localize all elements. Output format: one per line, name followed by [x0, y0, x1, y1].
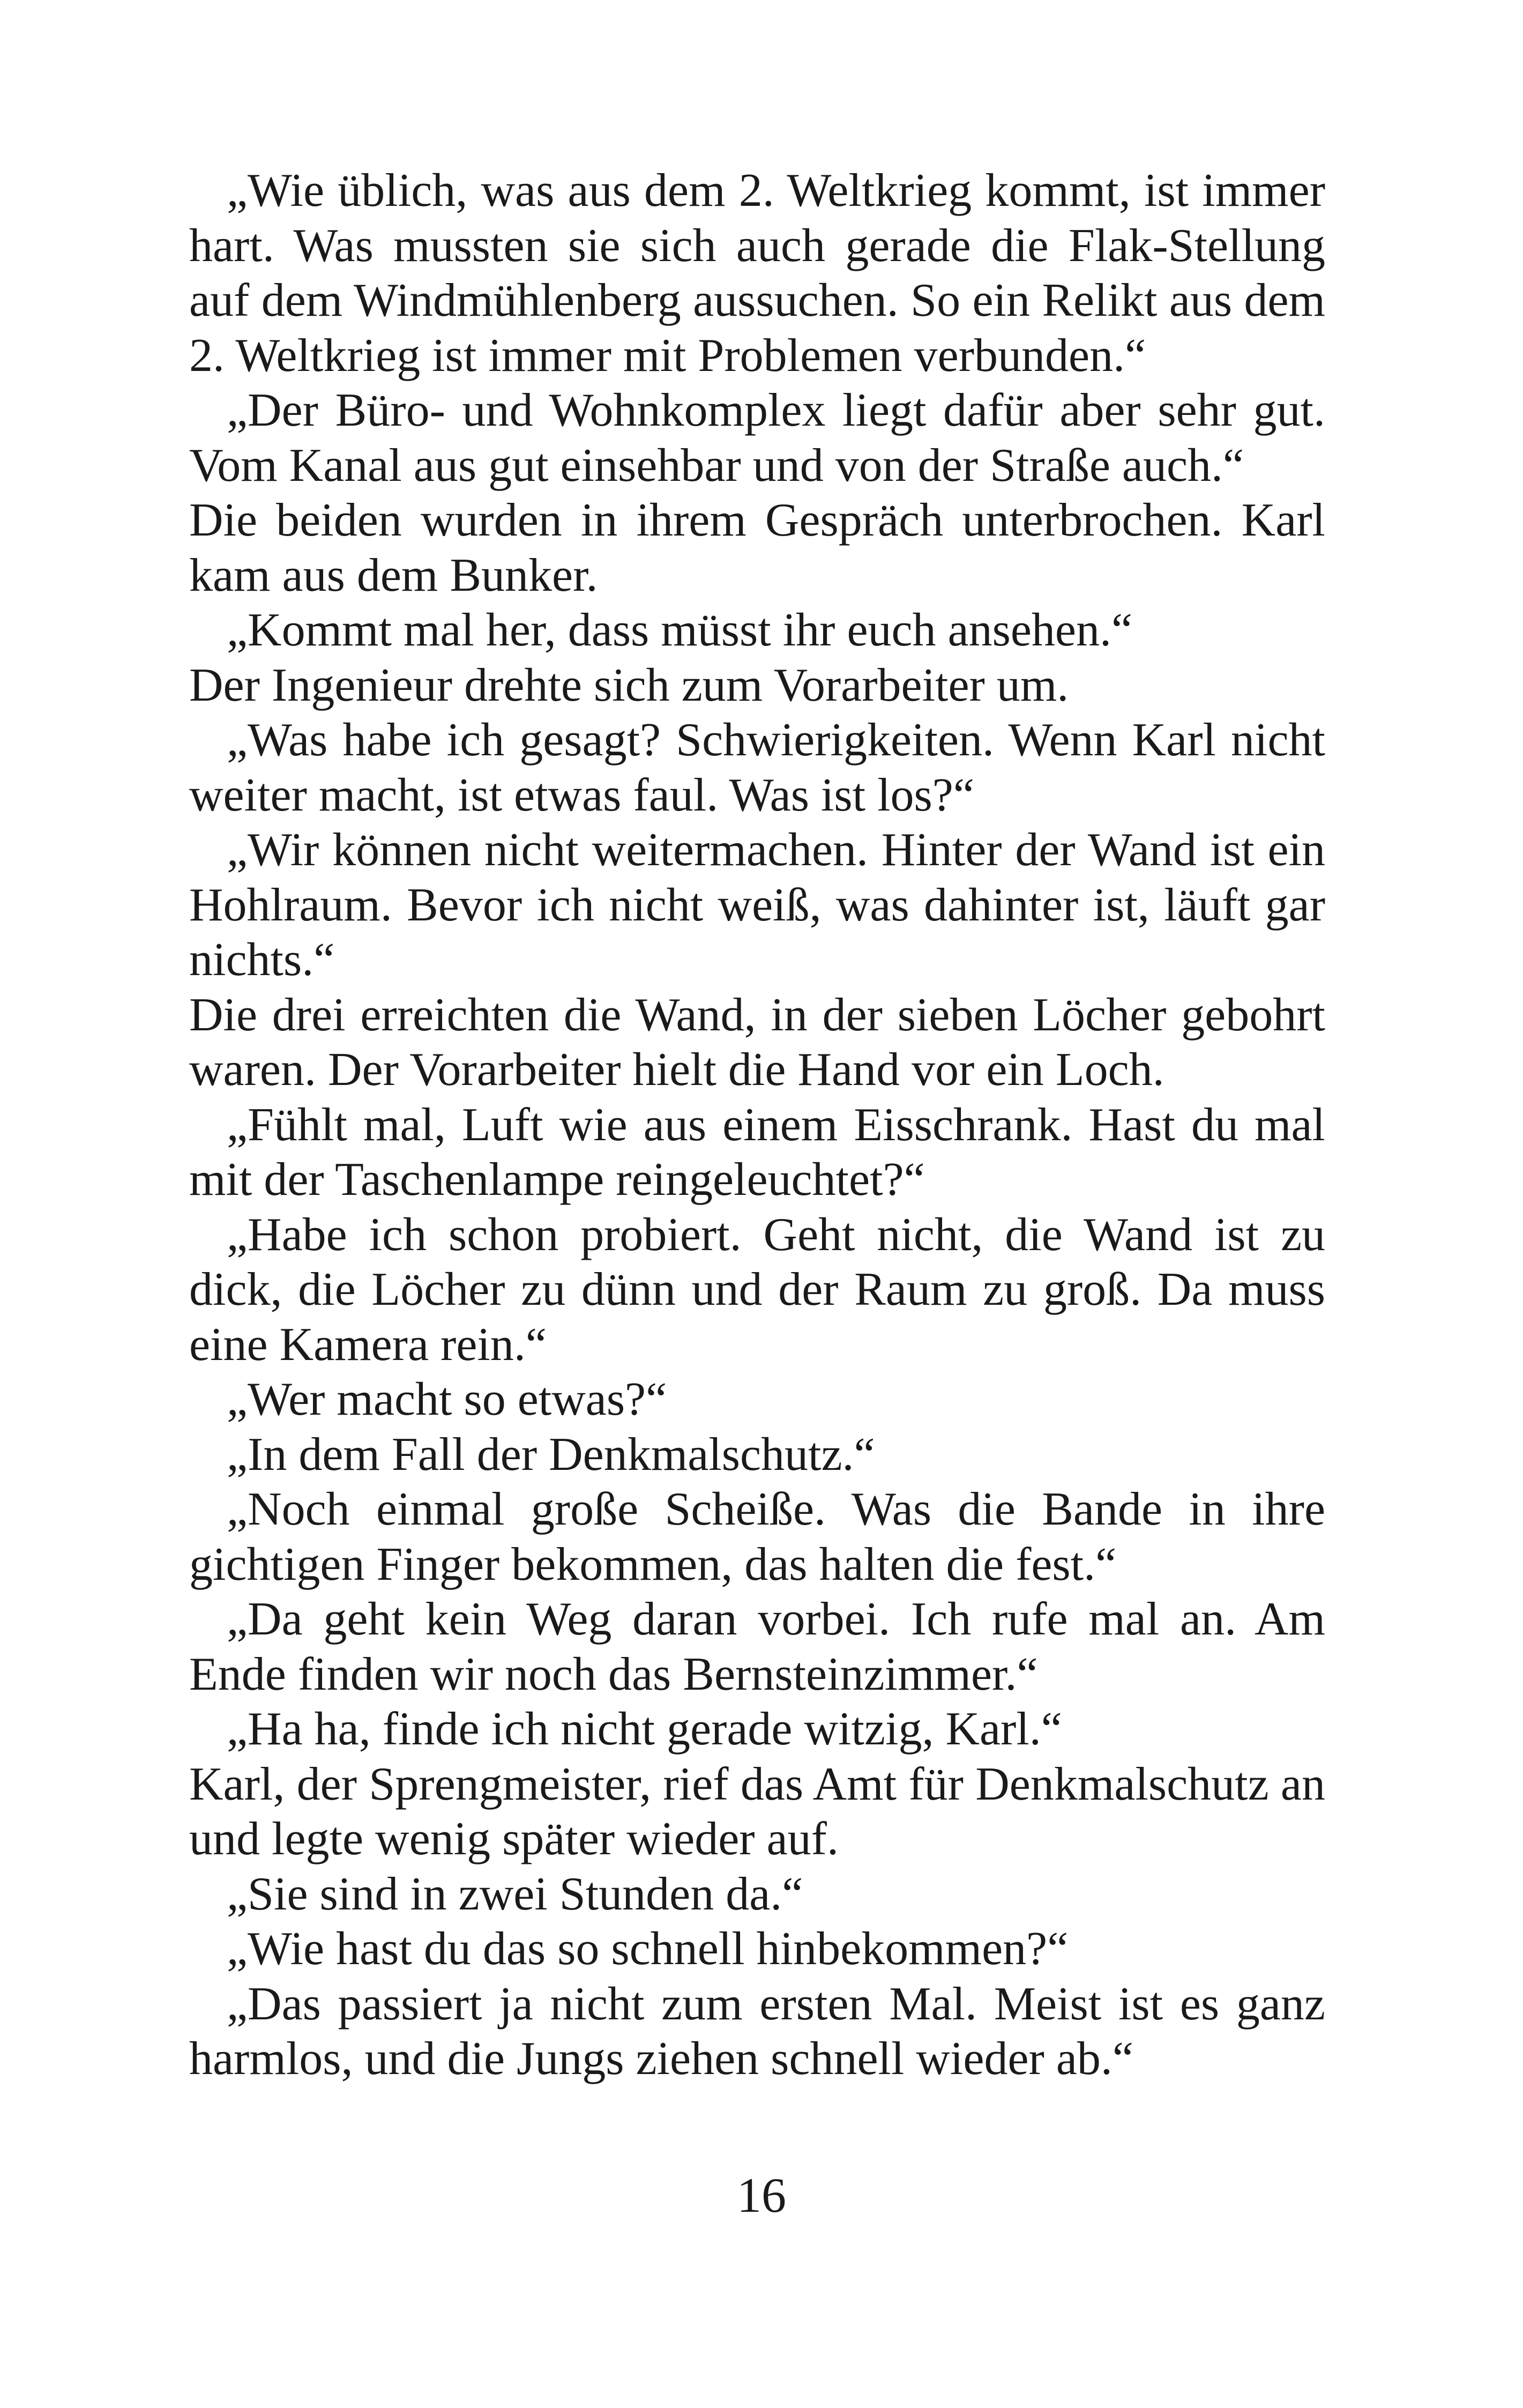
- paragraph: „Wie üblich, was aus dem 2. Weltkrieg kommt, ist immer hart. Was mussten sie sich auch gerade die Flak-Stellung auf dem Windmühlenberg aussuchen. So ein Relikt aus dem 2. Weltkrieg ist immer mit Problemen verbunden.“: [189, 165, 1325, 382]
- paragraph: Karl, der Sprengmeister, rief das Amt für Denkmalschutz an und legte wenig später wieder auf.: [189, 1758, 1325, 1865]
- body-text: [189, 163, 1325, 2087]
- paragraph: „In dem Fall der Denkmalschutz.“: [227, 1428, 875, 1481]
- paragraph: „Der Büro- und Wohnkomplex liegt dafür aber sehr gut. Vom Kanal aus gut einsehbar und von der Straße auch.“: [189, 384, 1325, 492]
- paragraph: „Ha ha, finde ich nicht gerade witzig, Karl.“: [227, 1703, 1062, 1755]
- paragraph: „Kommt mal her, dass müsst ihr euch ansehen.“: [227, 604, 1133, 656]
- paragraph: „Fühlt mal, Luft wie aus einem Eisschrank. Hast du mal mit der Taschenlampe reingeleuchtet?“: [189, 1098, 1325, 1206]
- paragraph: „Das passiert ja nicht zum ersten Mal. Meist ist es ganz harmlos, und die Jungs ziehen schnell wieder ab.“: [189, 1978, 1325, 2085]
- paragraph: „Noch einmal große Scheiße. Was die Bande in ihre gichtigen Finger bekommen, das halten die fest.“: [189, 1483, 1325, 1591]
- paragraph: Der Ingenieur drehte sich zum Vorarbeiter um.: [189, 659, 1069, 711]
- paragraph: „Was habe ich gesagt? Schwierigkeiten. Wenn Karl nicht weiter macht, ist etwas faul. Was ist los?“: [189, 714, 1325, 821]
- paragraph: „Sie sind in zwei Stunden da.“: [227, 1868, 803, 1920]
- page-number: 16: [737, 2168, 786, 2223]
- paragraph: Die drei erreichten die Wand, in der sieben Löcher gebohrt waren. Der Vorarbeiter hielt die Hand vor ein Loch.: [189, 989, 1325, 1096]
- paragraph: Die beiden wurden in ihrem Gespräch unterbrochen. Karl kam aus dem Bunker.: [189, 494, 1325, 601]
- paragraph: „Wer macht so etwas?“: [227, 1373, 667, 1425]
- paragraph: „Wie hast du das so schnell hinbekommen?“: [227, 1923, 1069, 1975]
- paragraph: „Habe ich schon probiert. Geht nicht, die Wand ist zu dick, die Löcher zu dünn und der Raum zu groß. Da muss eine Kamera rein.“: [189, 1208, 1325, 1371]
- paragraph: „Wir können nicht weitermachen. Hinter der Wand ist ein Hohlraum. Bevor ich nicht weiß, was dahinter ist, läuft gar nichts.“: [189, 824, 1325, 986]
- paragraph: „Da geht kein Weg daran vorbei. Ich rufe mal an. Am Ende finden wir noch das Bernsteinzimmer.“: [189, 1593, 1325, 1700]
